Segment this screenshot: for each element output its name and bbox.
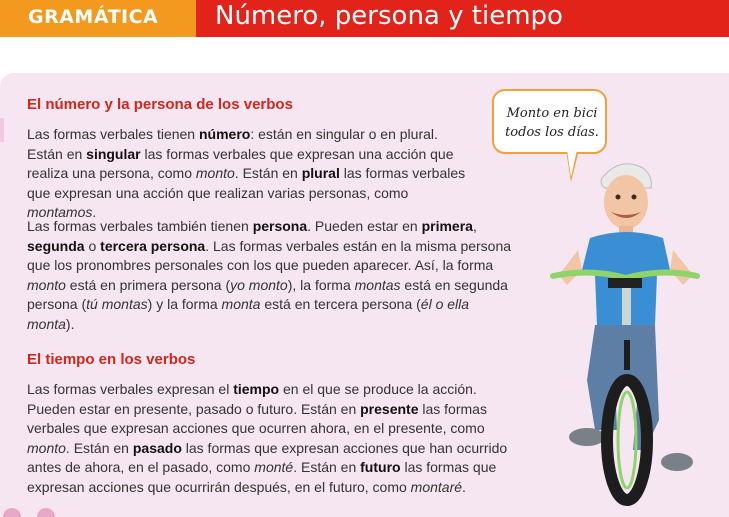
italic-example: monto bbox=[195, 165, 235, 182]
bold-term: futuro bbox=[360, 459, 401, 476]
italic-example: montas bbox=[354, 276, 401, 293]
section-heading-tense: El tiempo en los verbos bbox=[27, 351, 196, 368]
section-tag bbox=[0, 0, 196, 37]
bold-term: segunda bbox=[27, 237, 85, 254]
paragraph-number bbox=[27, 125, 477, 223]
italic-example: tú montas bbox=[86, 296, 148, 313]
text-run: . Pueden estar en bbox=[307, 218, 422, 234]
text-run: las formas que expresan acciones que ocurrirán después, en el futuro, como bbox=[27, 459, 497, 495]
speech-bubble-text: Monto en bici todos los días. bbox=[505, 106, 599, 140]
text-run: está en primera persona ( bbox=[65, 276, 231, 293]
text-run: . Están en bbox=[293, 459, 361, 476]
italic-example: monta bbox=[221, 296, 261, 313]
bold-term: singular bbox=[86, 145, 141, 162]
section-tag-label: GRAMÁTICA bbox=[28, 6, 159, 28]
italic-example: monto bbox=[27, 276, 66, 293]
bold-term: tercera persona bbox=[100, 237, 206, 254]
text-run: está en tercera persona ( bbox=[260, 296, 421, 313]
bold-term: pasado bbox=[132, 439, 182, 456]
bold-term: persona bbox=[252, 218, 308, 234]
bold-term: primera bbox=[421, 218, 473, 234]
text-run: está en segunda persona ( bbox=[27, 276, 508, 313]
text-run: en el que se produce la acción. Pueden estar en presente, pasado o futuro. Están en bbox=[27, 381, 477, 417]
header-bar bbox=[0, 0, 729, 37]
text-run: Las formas verbales expresan el bbox=[27, 381, 234, 397]
text-run: . Están en bbox=[234, 165, 302, 182]
text-run: o bbox=[84, 237, 101, 254]
text-run: las formas verbales que expresan acciones que ocurren ahora, en el presente, como bbox=[27, 400, 487, 437]
boy-on-bicycle-photo bbox=[535, 150, 720, 517]
paragraph-person bbox=[27, 217, 515, 335]
margin-marker bbox=[0, 118, 4, 142]
text-run: las formas que expresan acciones que han ocurrido antes de ahora, en el pasado, como bbox=[27, 439, 508, 476]
text-run: las formas verbales que expresan una acción que realizan varias personas, como bbox=[27, 165, 466, 201]
text-run: : están en singular o en plural. Están en bbox=[27, 126, 438, 162]
bold-term: plural bbox=[301, 165, 340, 182]
page-decoration bbox=[0, 507, 80, 517]
italic-example: yo monto bbox=[230, 276, 288, 293]
italic-example: montamos bbox=[27, 204, 93, 221]
text-run: las formas verbales que expresan una acción que realiza una persona, como bbox=[27, 145, 454, 182]
bold-term: número bbox=[198, 126, 251, 142]
paragraph-tense bbox=[27, 380, 527, 498]
text-run: ) y la forma bbox=[147, 296, 222, 313]
text-run: ), la forma bbox=[287, 276, 355, 293]
text-run: Las formas verbales también tienen bbox=[27, 218, 253, 234]
italic-example: monté bbox=[254, 459, 294, 476]
text-run: ). bbox=[65, 315, 75, 332]
text-run: Las formas verbales tienen bbox=[27, 126, 199, 142]
italic-example: monto bbox=[27, 439, 66, 456]
text-run: . bbox=[92, 204, 97, 221]
page-title: Número, persona y tiempo bbox=[215, 1, 563, 31]
text-run: . Están en bbox=[65, 439, 133, 456]
text-run: . Las formas verbales están en la misma persona que los pronombres personales con los que pueden aparecer. Así, la forma bbox=[27, 237, 512, 274]
italic-example: montaré bbox=[410, 478, 463, 495]
bold-term: presente bbox=[360, 400, 419, 417]
text-run: . bbox=[462, 478, 466, 495]
text-run: , bbox=[472, 218, 477, 234]
bold-term: tiempo bbox=[233, 381, 280, 397]
speech-bubble bbox=[492, 89, 607, 154]
section-heading-number-person: El número y la persona de los verbos bbox=[27, 96, 293, 113]
italic-example: él o ella monta bbox=[27, 296, 470, 332]
